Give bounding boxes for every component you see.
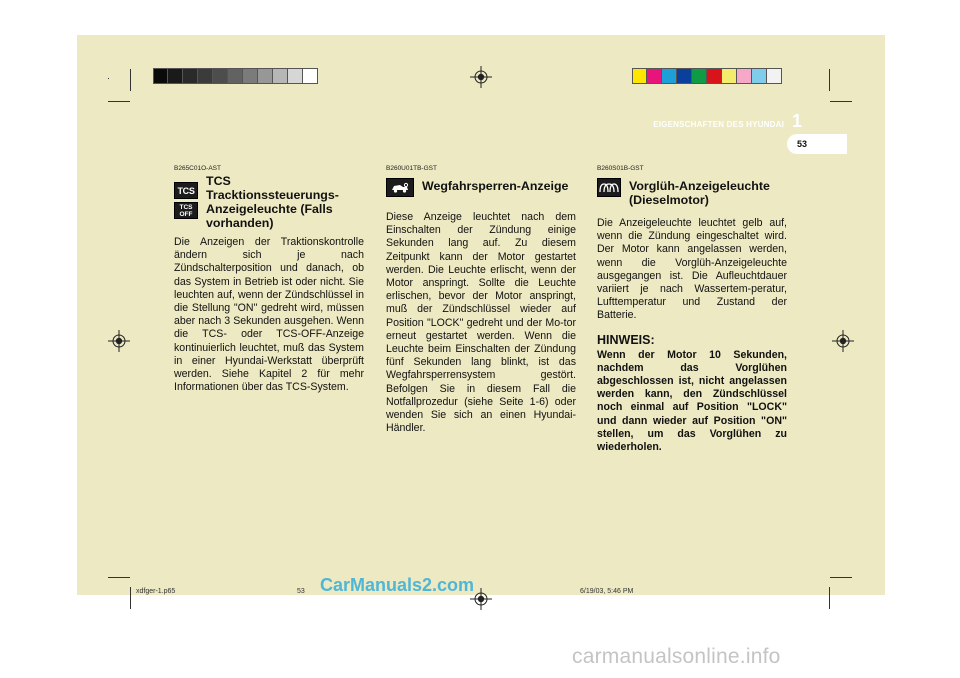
car-key-icon [386, 178, 414, 197]
color-swatch [767, 68, 782, 84]
color-swatch [677, 68, 692, 84]
glow-plug-icon [597, 178, 621, 197]
color-swatch [632, 68, 647, 84]
footer-timestamp: 6/19/03, 5:46 PM [580, 588, 634, 595]
page-tab [787, 134, 847, 154]
gray-swatch [198, 68, 213, 84]
chapter-number: 1 [792, 111, 803, 131]
footer-page: 53 [297, 588, 305, 595]
color-swatch [662, 68, 677, 84]
gray-swatch [213, 68, 228, 84]
color-swatch [737, 68, 752, 84]
section-body: Die Anzeigen der Traktionskontrolle ändern sich je nach Zündschalterposition und danach, ob das System in Betrieb ist oder nicht. Sie leuchten auf, wenn der Zündschlüssel in die Stellung "ON" gedreht wird, müssen aber nach 3 Sekunden ausgehen. Wenn die TCS- oder TCS-OFF-Anzeige kontinuierlich leuchtet, muß das System in einer Hyundai-Werkstatt überprüft werden. Siehe Kapitel 2 für mehr Informationen über das TCS-System. [174, 236, 364, 394]
color-swatch [647, 68, 662, 84]
color-swatch [722, 68, 737, 84]
gray-calibration-bar [153, 68, 318, 84]
section-heading [597, 174, 787, 207]
page-number: 53 [797, 139, 808, 149]
gray-swatch [258, 68, 273, 84]
watermark: carmanualsonline.info [572, 645, 781, 668]
section-code: B260U01TB-GST [386, 165, 437, 172]
gray-swatch [153, 68, 168, 84]
registration-mark-icon [108, 330, 130, 352]
gray-swatch [243, 68, 258, 84]
section-glow-plug [597, 165, 787, 454]
tcs-indicator-icon: TCS [174, 182, 198, 199]
section-immobilizer [386, 165, 576, 435]
note-body: Wenn der Motor 10 Sekunden, nachdem das Vorglühen abgeschlossen ist, nicht angelassen werden kann, den Zündschlüssel noch einmal auf Position "LOCK" und dann wieder auf Position "ON" stellen, um das Vorglühen zu wiederholen. [597, 348, 787, 454]
tcs-off-icon-label: TCS OFF [179, 203, 193, 218]
brand-link[interactable]: CarManuals2.com [320, 575, 475, 595]
section-body: Die Anzeigeleuchte leuchtet gelb auf, wenn die Zündung eingeschaltet wird. Der Motor kann angelassen werden, wenn die Vorglüh-Anzeigeleuchte ausgegangen ist. Die Aufleuchtdauer variiert je nach Wassertem-peratur, Lufttemperatur und Zustand der Batterie. [597, 217, 787, 322]
tcs-icons [174, 174, 198, 219]
chapter-label: EIGENSCHAFTEN DES HYUNDAI [653, 120, 784, 129]
gray-swatch [183, 68, 198, 84]
registration-mark-icon [470, 66, 492, 88]
section-heading [386, 174, 576, 197]
color-calibration-bar [632, 68, 782, 84]
gray-swatch [273, 68, 288, 84]
gray-swatch [288, 68, 303, 84]
section-body: Diese Anzeige leuchtet nach dem Einschalten der Zündung einige Sekunden lang auf. Zu diesem Zeitpunkt kann der Motor gestartet werden. Die Leuchte erlischt, wenn der Motor anspringt. Sollte die Leuchte erlischen, bevor der Motor anspringt, muß der Zündschlüssel wieder auf Position "LOCK" gedreht und der Mo-tor erneut gestartet werden. Wenn die Leuchte beim Einschalten der Zündung fünf Sekunden lang blinkt, ist das Wegfahrsperrensystem gestört. Befolgen Sie in diesem Fall die Notfallprozedur (siehe Seite 1-6) oder wenden Sie sich an einen Hyundai-Händler. [386, 211, 576, 435]
note-title: HINWEIS: [597, 332, 655, 347]
registration-mark-icon [832, 330, 854, 352]
gray-swatch [228, 68, 243, 84]
section-title: Vorglüh-Anzeigeleuchte (Dieselmotor) [629, 179, 770, 207]
gray-swatch [168, 68, 183, 84]
color-swatch [692, 68, 707, 84]
section-title: TCS Tracktionssteuerungs- Anzeigeleuchte (Falls vorhanden) [206, 174, 339, 230]
section-heading [174, 174, 364, 230]
tcs-off-indicator-icon [174, 202, 198, 219]
gray-swatch [303, 68, 318, 84]
color-swatch [707, 68, 722, 84]
section-title: Wegfahrsperren-Anzeige [422, 179, 569, 193]
section-tcs [174, 165, 364, 394]
footer-file-name: xdfger-1.p65 [136, 588, 176, 595]
color-swatch [752, 68, 767, 84]
section-code: B260S01B-GST [597, 165, 644, 172]
section-code: B265C01O-AST [174, 165, 221, 172]
